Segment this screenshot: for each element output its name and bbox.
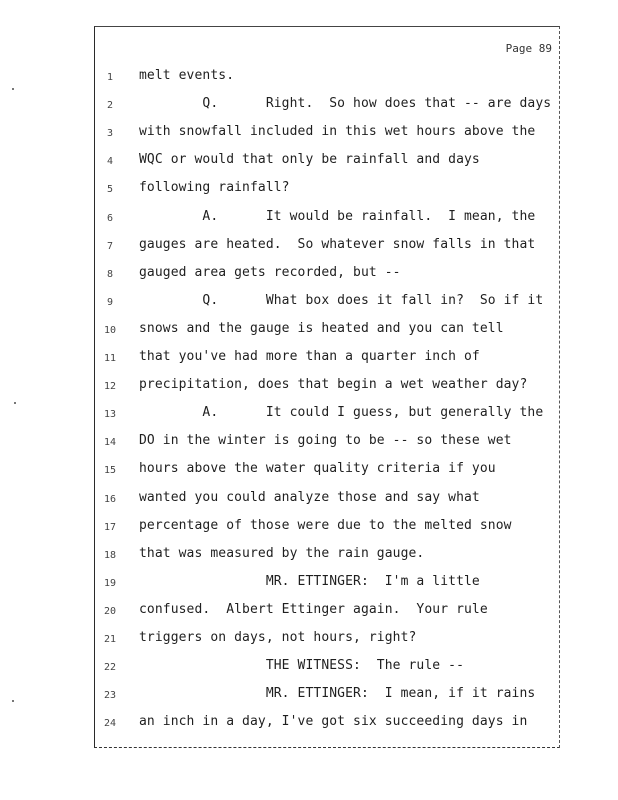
line-number: 13 [103, 409, 117, 420]
line-number: 5 [106, 184, 114, 195]
transcript-line: MR. ETTINGER: I mean, if it rains [139, 686, 536, 701]
line-number: 22 [103, 662, 117, 673]
transcript-line: WQC or would that only be rainfall and days [139, 152, 480, 167]
line-number: 18 [103, 550, 117, 561]
transcript-line: percentage of those were due to the melted snow [139, 518, 512, 533]
transcript-line: snows and the gauge is heated and you can tell [139, 321, 504, 336]
line-number: 19 [103, 578, 117, 589]
line-number: 16 [103, 494, 117, 505]
transcript-line: melt events. [139, 68, 235, 83]
line-number: 20 [103, 606, 117, 617]
transcript-line: following rainfall? [139, 180, 290, 195]
scan-speck [14, 402, 16, 404]
transcript-line: MR. ETTINGER: I'm a little [139, 574, 480, 589]
scan-speck [12, 700, 14, 702]
line-number: 24 [103, 718, 117, 729]
transcript-line: DO in the winter is going to be -- so these wet [139, 433, 512, 448]
line-number: 23 [103, 690, 117, 701]
line-number: 10 [103, 325, 117, 336]
transcript-line: THE WITNESS: The rule -- [139, 658, 464, 673]
line-number: 12 [103, 381, 117, 392]
transcript-line: Q. What box does it fall in? So if it [139, 293, 544, 308]
transcript-line: that was measured by the rain gauge. [139, 546, 425, 561]
transcript-line: Q. Right. So how does that -- are days [139, 96, 552, 111]
line-number: 15 [103, 465, 117, 476]
line-number: 9 [106, 297, 114, 308]
transcript-line: an inch in a day, I've got six succeeding days in [139, 714, 528, 729]
transcript-line: triggers on days, not hours, right? [139, 630, 417, 645]
line-number: 3 [106, 128, 114, 139]
line-number: 11 [103, 353, 117, 364]
line-number: 1 [106, 72, 114, 83]
transcript-line: A. It could I guess, but generally the [139, 405, 544, 420]
line-number: 6 [106, 213, 114, 224]
transcript-line: gauges are heated. So whatever snow falls in that [139, 237, 536, 252]
transcript-line: hours above the water quality criteria if you [139, 461, 496, 476]
transcript-line: gauged area gets recorded, but -- [139, 265, 401, 280]
line-number: 8 [106, 269, 114, 280]
line-number: 7 [106, 241, 114, 252]
line-number: 2 [106, 100, 114, 111]
transcript-line: confused. Albert Ettinger again. Your rule [139, 602, 488, 617]
scan-speck [12, 88, 14, 90]
line-number: 4 [106, 156, 114, 167]
transcript-line: that you've had more than a quarter inch of [139, 349, 480, 364]
page-number-label: Page 89 [505, 42, 552, 55]
transcript-line: A. It would be rainfall. I mean, the [139, 209, 536, 224]
transcript-line: with snowfall included in this wet hours above the [139, 124, 536, 139]
line-number: 14 [103, 437, 117, 448]
line-number: 21 [103, 634, 117, 645]
line-number: 17 [103, 522, 117, 533]
transcript-line: wanted you could analyze those and say what [139, 490, 480, 505]
transcript-line: precipitation, does that begin a wet weather day? [139, 377, 528, 392]
